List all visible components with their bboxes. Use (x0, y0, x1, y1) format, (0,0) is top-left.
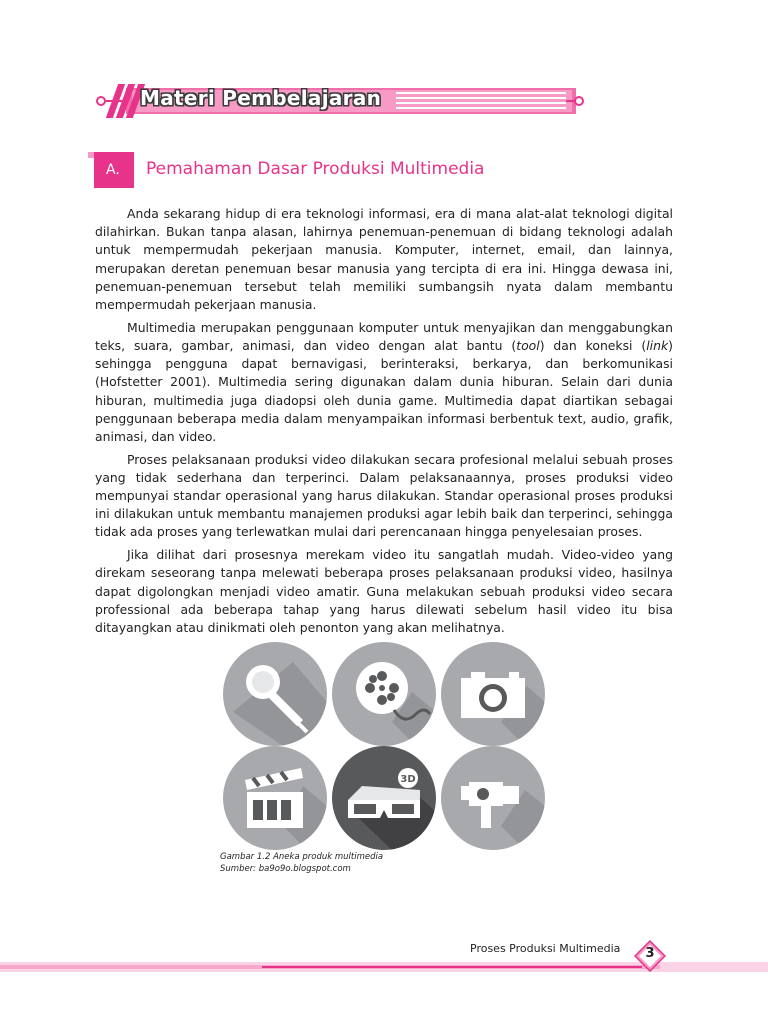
camera-icon (441, 642, 545, 746)
chapter-banner (96, 80, 584, 120)
microphone-icon (223, 642, 327, 746)
section-title: Pemahaman Dasar Produksi Multimedia (146, 159, 485, 179)
footer-book-title: Proses Produksi Multimedia (470, 942, 621, 955)
banner-dot-right (574, 96, 584, 106)
paragraph-3: Proses pelaksanaan produksi video dilakukan secara profesional melalui sebuah proses yang tidak sederhana dan terperinci. Dalam pelaksanaannya, proses produksi video mempunyai standar operasional yang harus dilakukan. Standar operasional proses produksi ini dilakukan untuk membantu manajemen produksi agar lebih baik dan terperinci, sehingga tidak ada proses yang terlewatkan mulai dari perencanaan hingga penyelesaian proses. (95, 451, 673, 540)
body-text (95, 205, 673, 642)
section-label: A. (94, 152, 134, 188)
caption-title: Gambar 1.2 Aneka produk multimedia (220, 852, 384, 862)
video-camera-icon (441, 746, 545, 850)
multimedia-figure (220, 640, 550, 850)
banner-stripes (102, 84, 138, 118)
paragraph-1: Anda sekarang hidup di era teknologi informasi, era di mana alat-alat teknologi digital dilahirkan. Bukan tanpa alasan, lahirnya penemuan-penemuan di bidang teknologi adalah untuk mempermudah pekerjaan manusia. Komputer, internet, email, dan lainnya, merupakan deretan penemuan besar manusia yang tercipta di era ini. Hingga dewasa ini, penemuan-penemuan tersebut telah memiliki sumbangsih nyata dalam membantu mempermudah pekerjaan manusia. (95, 206, 673, 313)
clapperboard-icon (223, 746, 327, 850)
3d-badge-text: 3D (400, 774, 416, 785)
banner-dot-left (96, 96, 106, 106)
paragraph-2: Multimedia merupakan penggunaan komputer untuk menyajikan dan menggabungkan teks, suara, gambar, animasi, dan video dengan alat bantu (tool) dan koneksi (link) sehingga pengguna dapat bernavigasi, berinteraksi, berkarya, dan berkomunikasi (Hofstetter 2001). Multimedia sering digunakan dalam dunia hiburan. Selain dari dunia hiburan, multimedia juga diadopsi oleh dunia game. Multimedia dapat diartikan sebagai penggunaan beberapa media dalam menyampaikan informasi berbentuk text, audio, grafik, animasi, dan video. (95, 319, 673, 444)
banner-title: Materi Pembelajaran (140, 86, 382, 110)
paragraph-4: Jika dilihat dari prosesnya merekam video itu sangatlah mudah. Video-video yang direkam seseorang tanpa melewati beberapa proses pelaksanaan produksi video, hasilnya dapat digolongkan menjadi video amatir. Guna melakukan sebuah produksi video secara professional ada beberapa tahap yang harus dilewati sebelum hasil video itu bisa ditayangkan atau dinikmati oleh penonton yang akan melihatnya. (95, 547, 673, 635)
banner-decor-lines (396, 92, 566, 110)
caption-source: Sumber: ba9o9o.blogspot.com (220, 864, 351, 874)
figure-caption (220, 851, 383, 875)
3d-glasses-icon (332, 746, 436, 850)
film-reel-icon (332, 642, 436, 746)
page-number: 3 (645, 946, 655, 961)
footer-line (262, 966, 642, 968)
